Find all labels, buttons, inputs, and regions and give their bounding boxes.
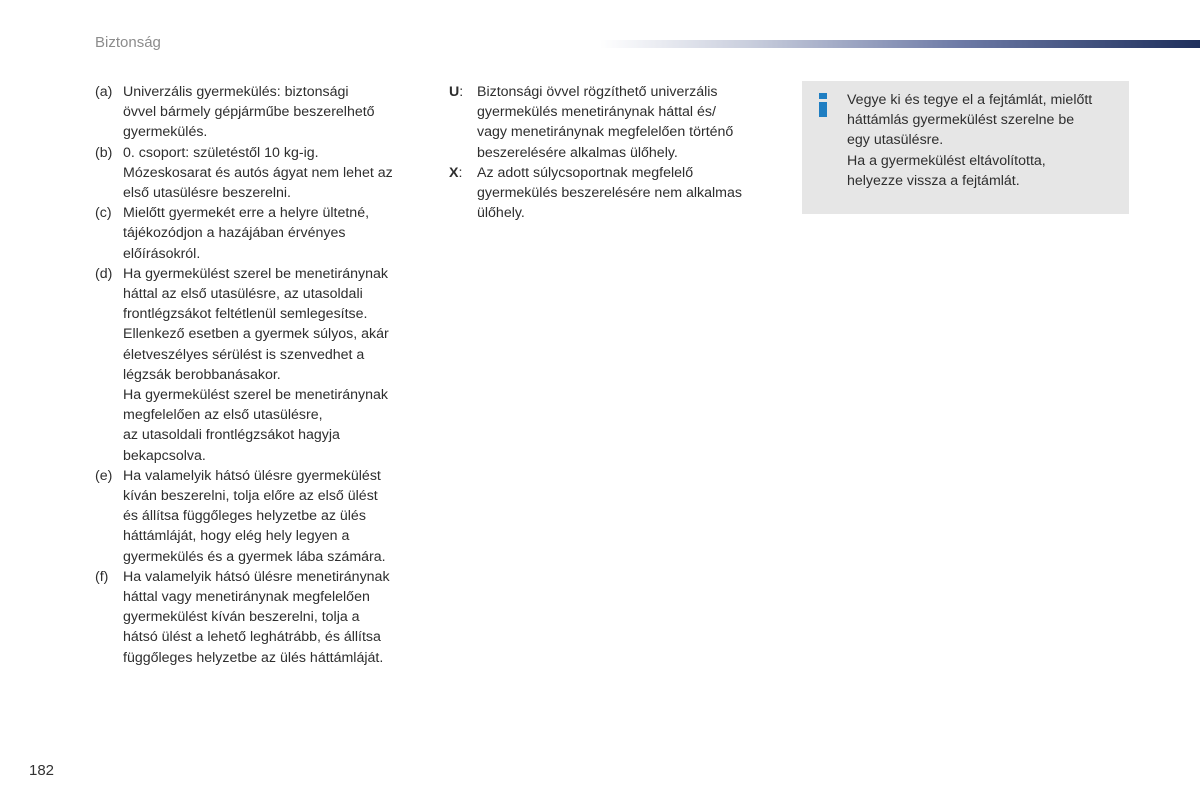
text-line: az utasoldali frontlégzsákot hagyja: [123, 427, 340, 444]
text-line: gyermekülés beszerelésére nem alkalmas: [477, 185, 742, 202]
middle-column: [449, 82, 784, 223]
text-line: gyermekülés és a gyermek lába számára.: [123, 548, 386, 565]
item-text: [123, 82, 430, 143]
text-line: Univerzális gyermekülés: biztonsági: [123, 84, 349, 100]
list-item: [95, 466, 430, 567]
list-item: [95, 143, 430, 204]
text-line: ülőhely.: [477, 205, 525, 222]
text-line: háttal az első utasülésre, az utasoldali: [123, 286, 363, 303]
text-line: és állítsa függőleges helyzetbe az ülés: [123, 508, 366, 525]
text-line: háttal vagy menetiránynak megfelelően: [123, 589, 370, 606]
text-line: Az adott súlycsoportnak megfelelő: [477, 164, 694, 181]
list-item: [95, 82, 430, 143]
text-line: frontlégzsákot feltétlenül semlegesítse.: [123, 306, 368, 323]
text-line: gyermekülést kíván beszerelni, tolja a: [123, 609, 360, 626]
header-gradient-bar: [600, 40, 1200, 48]
item-label: U:: [449, 84, 464, 100]
text-line: függőleges helyzetbe az ülés háttámláját.: [123, 649, 384, 666]
text-line: gyermekülés menetiránynak háttal és/: [477, 104, 716, 121]
text-line: beszerelésére alkalmas ülőhely.: [477, 144, 678, 161]
text-line: vagy menetiránynak megfelelően történő: [477, 124, 734, 141]
item-text: [123, 264, 430, 466]
item-label: (d): [95, 265, 113, 282]
item-label: (c): [95, 205, 112, 222]
info-box: [802, 81, 1129, 214]
info-icon: [816, 93, 830, 119]
left-column: [95, 82, 430, 668]
page-number: 182: [29, 762, 55, 779]
text-line: Mielőtt gyermekét erre a helyre ültetné,: [123, 205, 370, 222]
list-item: [449, 82, 784, 163]
text-line: Ha valamelyik hátsó ülésre menetiránynak: [123, 568, 390, 585]
text-line: életveszélyes sérülést is szenvedhet a: [123, 346, 365, 363]
section-title: Biztonság: [95, 34, 161, 51]
item-text: [477, 163, 784, 224]
item-label: (a): [95, 84, 113, 100]
text-line: gyermekülés.: [123, 124, 208, 141]
text-line: tájékozódjon a hazájában érvényes: [123, 225, 346, 242]
item-label: (f): [95, 568, 109, 585]
text-line: Ellenkező esetben a gyermek súlyos, akár: [123, 326, 389, 343]
info-text: [847, 90, 1122, 191]
item-text: [123, 466, 430, 567]
item-label: (b): [95, 144, 113, 161]
list-item: [95, 203, 430, 264]
list-item: [95, 567, 430, 668]
text-line: Biztonsági övvel rögzíthető univerzális: [477, 84, 718, 100]
info-line: egy utasülésre.: [847, 132, 944, 149]
text-line: megfelelően az első utasülésre,: [123, 407, 323, 424]
text-line: kíván beszerelni, tolja előre az első ülést: [123, 488, 378, 505]
item-label: X:: [449, 164, 463, 181]
text-line: Ha gyermekülést szerel be menetiránynak: [123, 265, 388, 282]
info-line: helyezze vissza a fejtámlát.: [847, 172, 1020, 189]
list-item: [449, 163, 784, 224]
text-line: légzsák berobbanásakor.: [123, 366, 281, 383]
text-line: háttámláját, hogy elég hely legyen a: [123, 528, 350, 545]
item-text: [123, 567, 430, 668]
info-line: háttámlás gyermekülést szerelne be: [847, 112, 1075, 129]
text-line: övvel bármely gépjárműbe beszerelhető: [123, 104, 375, 121]
text-line: Mózeskosarat és autós ágyat nem lehet az: [123, 164, 393, 181]
text-line: előírásokról.: [123, 245, 201, 262]
text-line: Ha gyermekülést szerel be menetiránynak: [123, 387, 388, 404]
text-line: Ha valamelyik hátsó ülésre gyermekülést: [123, 467, 381, 484]
item-text: [123, 203, 430, 264]
list-item: [95, 264, 430, 466]
text-line: 0. csoport: születéstől 10 kg-ig.: [123, 144, 319, 161]
info-line: Vegye ki és tegye el a fejtámlát, mielőtt: [847, 92, 1093, 108]
item-label: (e): [95, 467, 113, 484]
item-text: [477, 82, 784, 163]
info-line: Ha a gyermekülést eltávolította,: [847, 152, 1046, 169]
item-text: [123, 143, 430, 204]
text-line: bekapcsolva.: [123, 447, 206, 464]
text-line: hátsó ülést a lehető leghátrább, és állítsa: [123, 629, 381, 646]
text-line: első utasülésre beszerelni.: [123, 185, 291, 202]
